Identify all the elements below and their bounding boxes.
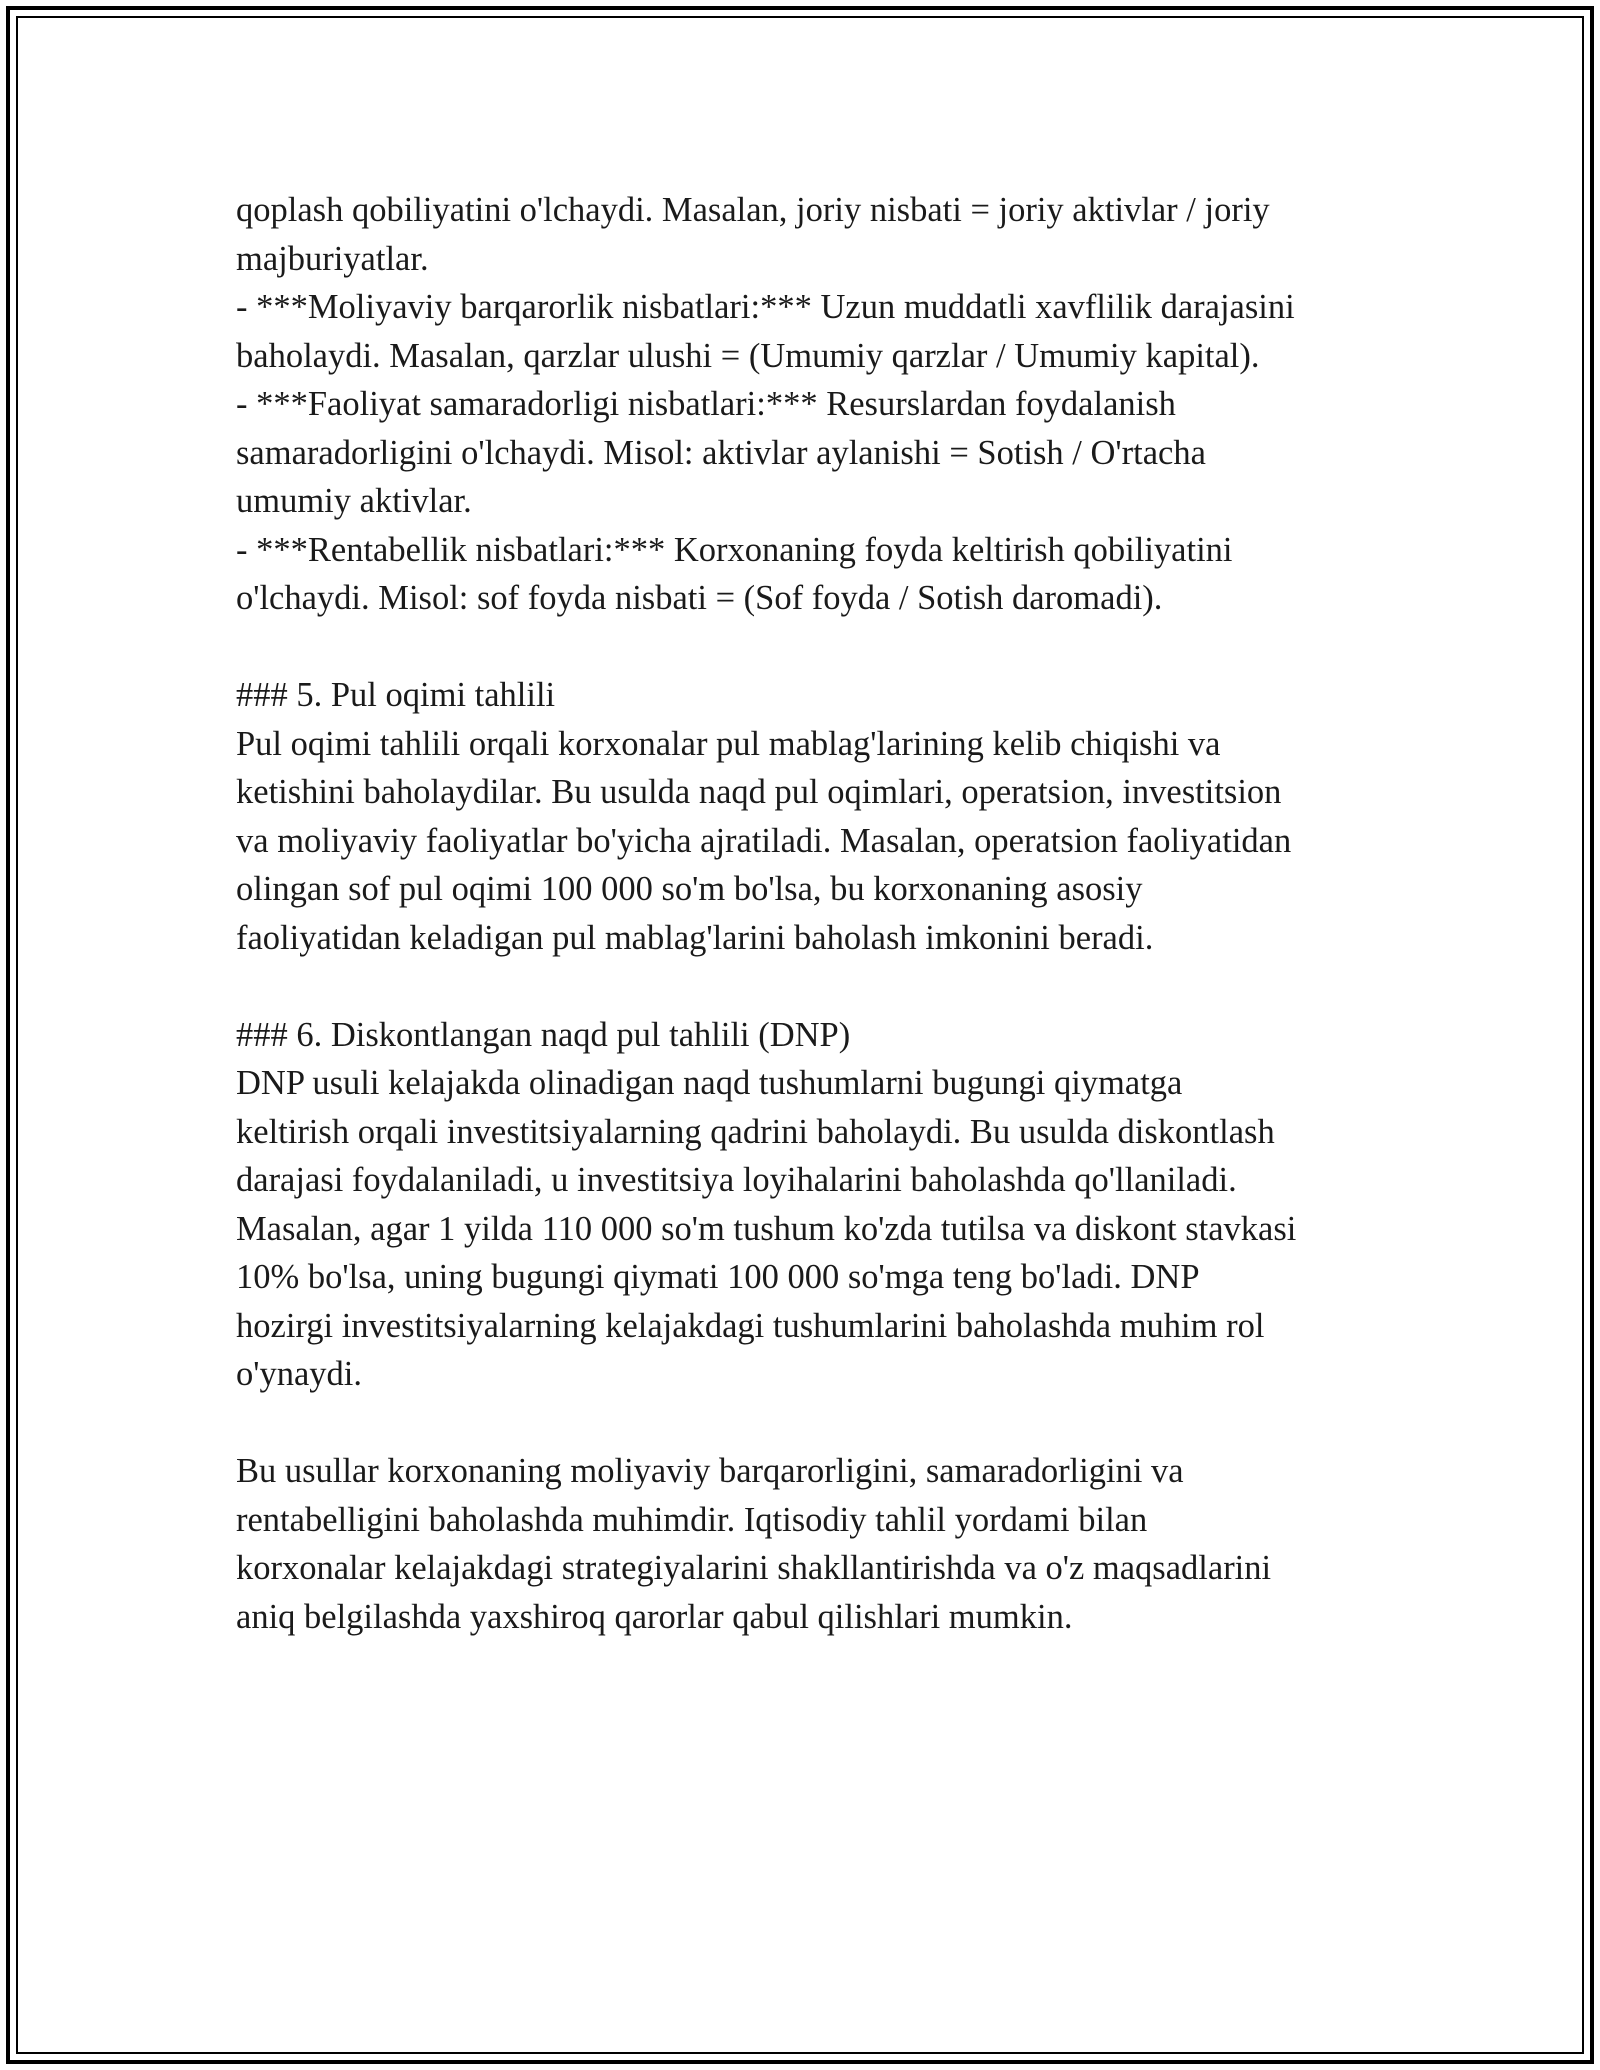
text-line: Bu usullar korxonaning moliyaviy barqarorligini, samaradorligini va (236, 1452, 1184, 1490)
text-line: olingan sof pul oqimi 100 000 so'm bo'lsa, bu korxonaning asosiy (236, 870, 1143, 908)
section-heading: ### 6. Diskontlangan naqd pul tahlili (DNP) (236, 1015, 851, 1054)
document-body (236, 186, 1376, 1641)
text-line: Pul oqimi tahlili orqali korxonalar pul mablag'larining kelib chiqishi va (236, 724, 1221, 763)
text-line: aniq belgilashda yaxshiroq qarorlar qabul qilishlari mumkin. (236, 1597, 1073, 1636)
paragraph-spacer (236, 1399, 1376, 1448)
text-line: hozirgi investitsiyalarning kelajakdagi tushumlarini baholashda muhim rol (236, 1306, 1265, 1345)
text-line: rentabelligini baholashda muhimdir. Iqtisodiy tahlil yordami bilan (236, 1500, 1148, 1539)
paragraph-conclusion (236, 1447, 1376, 1641)
text-line: va moliyaviy faoliyatlar bo'yicha ajratiladi. Masalan, operatsion faoliyatidan (236, 821, 1292, 860)
text-line: darajasi foydalaniladi, u investitsiya loyihalarini baholashda qo'llaniladi. (236, 1161, 1237, 1199)
text-line: keltirish orqali investitsiyalarning qadrini baholaydi. Bu usulda diskontlash (236, 1112, 1275, 1151)
text-line: baholaydi. Masalan, qarzlar ulushi = (Umumiy qarzlar / Umumiy kapital). (236, 336, 1260, 375)
list-item-profitability: - ***Rentabellik nisbatlari:*** Korxonaning foyda keltirish qobiliyatini (236, 530, 1233, 569)
text-line: o'ynaydi. (236, 1355, 362, 1393)
list-item-activity-efficiency: - ***Faoliyat samaradorligi nisbatlari:*** Resurslardan foydalanish (236, 385, 1176, 423)
list-item-financial-stability: - ***Moliyaviy barqarorlik nisbatlari:*** Uzun muddatli xavflilik darajasini (236, 288, 1295, 326)
text-line: faoliyatidan keladigan pul mablag'larini baholash imkonini beradi. (236, 918, 1154, 957)
text-line: o'lchaydi. Misol: sof foyda nisbati = (Sof foyda / Sotish daromadi). (236, 579, 1163, 617)
text-line: korxonalar kelajakdagi strategiyalarini shakllantirishda va o'z maqsadlarini (236, 1549, 1272, 1587)
section-heading: ### 5. Pul oqimi tahlili (236, 676, 556, 714)
text-line: majburiyatlar. (236, 239, 429, 278)
text-line: umumiy aktivlar. (236, 482, 472, 520)
text-line: DNP usuli kelajakda olinadigan naqd tushumlarni bugungi qiymatga (236, 1064, 1183, 1102)
paragraph-spacer (236, 623, 1376, 672)
paragraph-ratios-list (236, 186, 1376, 623)
text-line: samaradorligini o'lchaydi. Misol: aktivlar aylanishi = Sotish / O'rtacha (236, 433, 1206, 472)
text-line: qoplash qobiliyatini o'lchaydi. Masalan, joriy nisbati = joriy aktivlar / joriy (236, 191, 1270, 229)
text-line: 10% bo'lsa, uning bugungi qiymati 100 000 so'mga teng bo'ladi. DNP (236, 1258, 1200, 1296)
text-line: ketishini baholaydilar. Bu usulda naqd pul oqimlari, operatsion, investitsion (236, 773, 1282, 811)
section-cash-flow (236, 671, 1376, 962)
section-discounted-cash-flow (236, 1011, 1376, 1399)
text-line: Masalan, agar 1 yilda 110 000 so'm tushum ko'zda tutilsa va diskont stavkasi (236, 1209, 1297, 1248)
paragraph-spacer (236, 962, 1376, 1011)
